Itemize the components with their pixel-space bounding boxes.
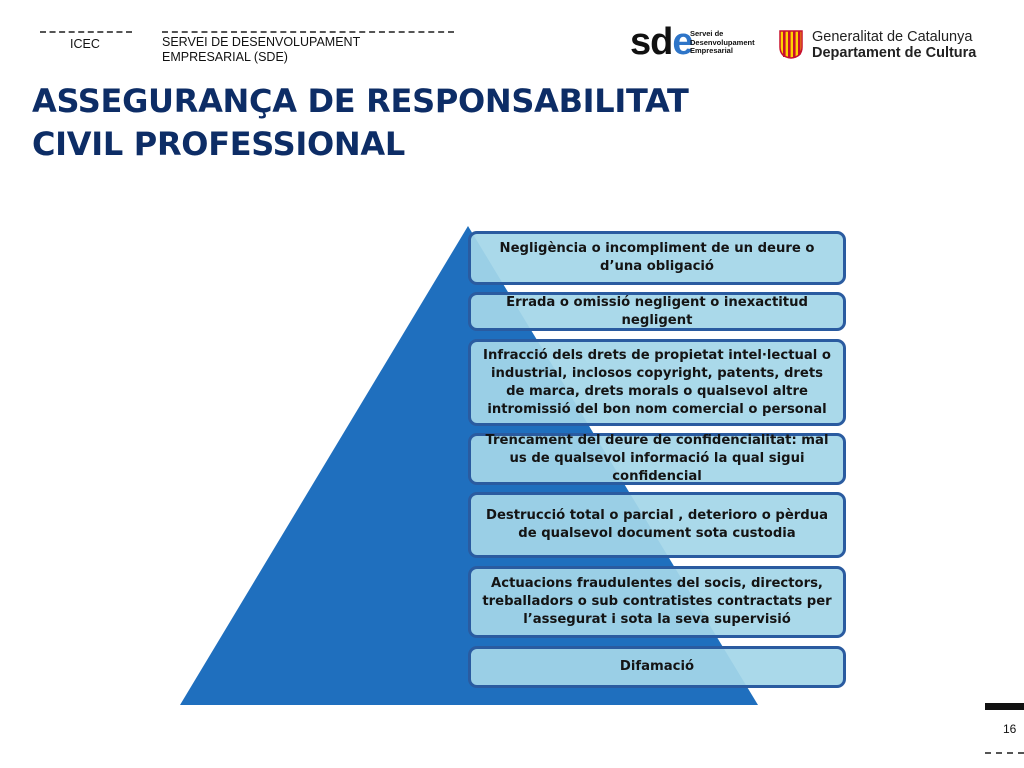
risk-item-document-loss: Destrucció total o parcial , deterioro o pèrdua de qualsevol document sota custodia: [468, 492, 846, 558]
title-line-2: CIVIL PROFESSIONAL: [32, 125, 405, 163]
page-number: 16: [1003, 722, 1017, 736]
sde-logo-e: e: [672, 21, 693, 63]
org-long-label: SERVEI DE DESENVOLUPAMENT EMPRESARIAL (SDE): [162, 35, 360, 64]
risk-item-error-omission: Errada o omissió negligent o inexactitud negligent: [468, 292, 846, 331]
generalitat-name: Generalitat de Catalunya: [812, 29, 973, 45]
page-number-bar: [985, 703, 1024, 710]
risk-item-confidentiality: Trencament del deure de confidencialitat: mal us de qualsevol informació la qual sigui confidencial: [468, 433, 846, 485]
department-name: Departament de Cultura: [812, 45, 977, 61]
sde-tagline-line: Desenvolupament: [690, 37, 755, 47]
sde-logo-sd: sd: [630, 21, 673, 63]
sde-tagline-line: Servei de: [690, 29, 724, 38]
footer-divider: [985, 752, 1024, 754]
risk-item-fraud: Actuacions fraudulentes del socis, directors, treballadors o sub contratistes contractats per l’assegurat i sota la seva supervisió: [468, 566, 846, 638]
sde-tagline-line: Empresarial: [690, 46, 733, 55]
risk-item-defamation: Difamació: [468, 646, 846, 688]
risk-item-negligence: Negligència o incompliment de un deure o d’una obligació: [468, 231, 846, 285]
org-short-label: ICEC: [70, 37, 100, 51]
risk-item-ip-infringement: Infracció dels drets de propietat intel·lectual o industrial, inclosos copyright, patents, drets de marca, drets morals o qualsevol altre intromissió del bon nom comercial o personal: [468, 339, 846, 426]
title-line-1: ASSEGURANÇA DE RESPONSABILITAT: [32, 82, 689, 120]
